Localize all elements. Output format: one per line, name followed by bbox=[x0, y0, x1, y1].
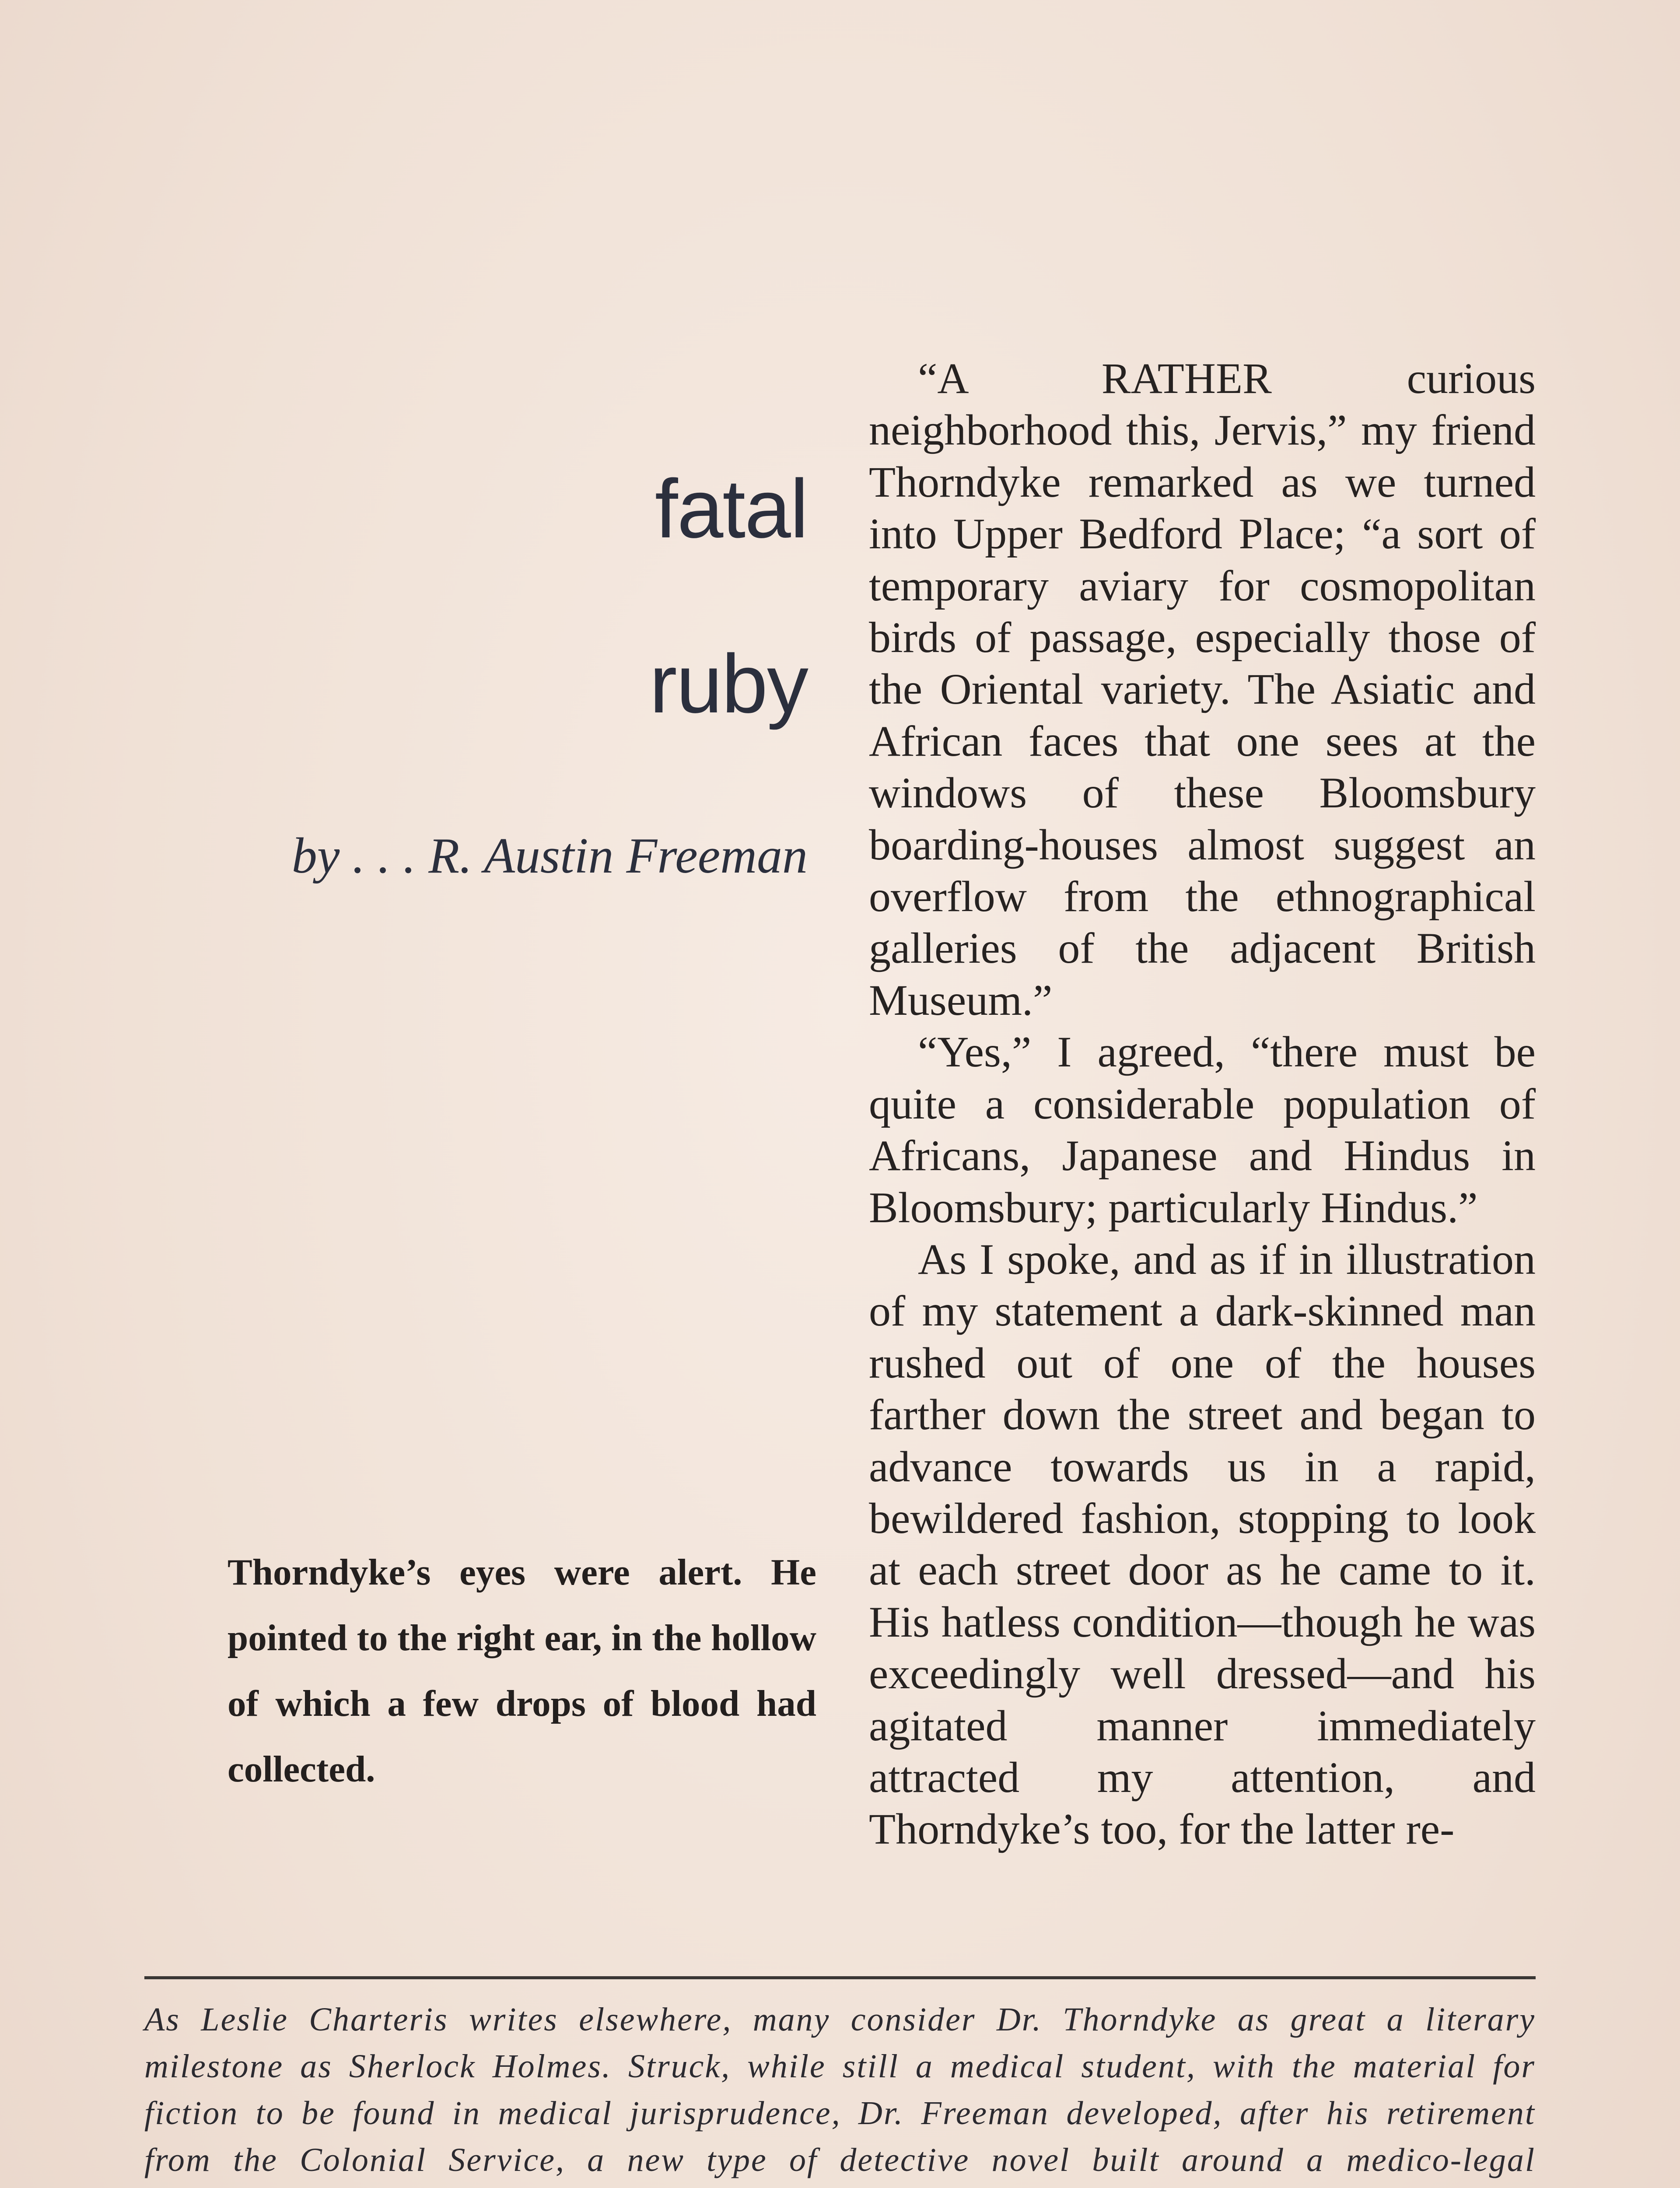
story-title-line-2: ruby bbox=[649, 638, 808, 730]
story-body bbox=[869, 353, 1536, 1855]
story-title-line-1: fatal bbox=[654, 463, 808, 555]
body-paragraph: As I spoke, and as if in illustration of my statement a dark-skinned man rushed out of one of the houses farther down the street and began to advance towards us in a rapid, bewildered fashion, stopping to look at each street door as he came to it. His hatless condition—though he was exceedingly well dressed—and his agitated manner immediately attracted my attention, and Thorndyke’s too, for the latter re- bbox=[869, 1234, 1536, 1854]
pull-quote: Thorndyke’s eyes were alert. He pointed to the right ear, in the hollow of which a few drops of blood had collected. bbox=[228, 1552, 816, 1790]
body-paragraph: “A RATHER curious neighborhood this, Jervis,” my friend Thorndyke remarked as we turned into Upper Bedford Place; “a sort of temporary aviary for cosmopolitan birds of passage, especially those of the Oriental variety. The Asiatic and African faces that one sees at the windows of these Bloomsbury boarding-houses almost suggest an overflow from the ethnographical galleries of the adjacent British Museum.” bbox=[869, 354, 1536, 1024]
divider-rule-top bbox=[144, 1976, 1536, 1979]
body-paragraph: “Yes,” I agreed, “there must be quite a considerable population of Africans, Japanese and Hindus in Bloomsbury; particularly Hindus.” bbox=[869, 1027, 1536, 1232]
author-byline: by . . . R. Austin Freeman bbox=[291, 828, 808, 884]
author-intro-note: As Leslie Charteris writes elsewhere, many consider Dr. Thorndyke as great a literary milestone as Sherlock Holmes. Struck, while still a medical student, with the material for fiction to be found in medical jurisprudence, Dr. Freeman developed, after his retirement from the Colonial Service, a new type of detective novel built around a medico-legal bbox=[144, 2001, 1536, 2178]
